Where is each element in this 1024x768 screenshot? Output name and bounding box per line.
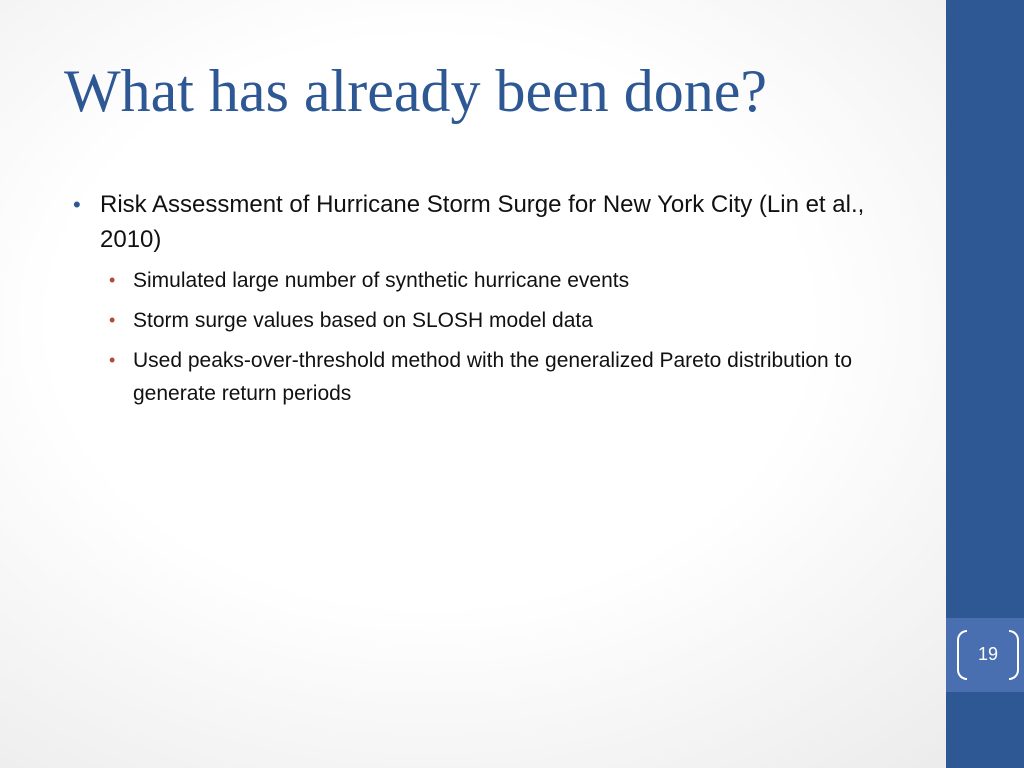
sub-bullet-text: Simulated large number of synthetic hurricane events [133, 269, 630, 292]
page-number-frame [957, 630, 1019, 680]
slide-title: What has already been done? [64, 58, 767, 124]
page-number: 19 [977, 644, 999, 664]
sub-bullet-text: Storm surge values based on SLOSH model data [133, 309, 593, 332]
sub-bullet-dot-icon: • [109, 310, 116, 330]
bullet-dot-icon: • [73, 192, 81, 217]
bullet-item [73, 187, 883, 257]
sub-bullet-item [73, 304, 883, 337]
sub-bullet-item [73, 264, 883, 297]
sub-bullet-dot-icon: • [109, 270, 116, 290]
sub-bullet-dot-icon: • [109, 350, 116, 370]
sub-bullet-text: Used peaks-over-threshold method with the generalized Pareto distribution to generate return periods [133, 349, 853, 405]
sub-bullet-item [73, 344, 883, 410]
slide-content [73, 187, 883, 410]
bullet-text: Risk Assessment of Hurricane Storm Surge for New York City (Lin et al., 2010) [100, 191, 865, 253]
